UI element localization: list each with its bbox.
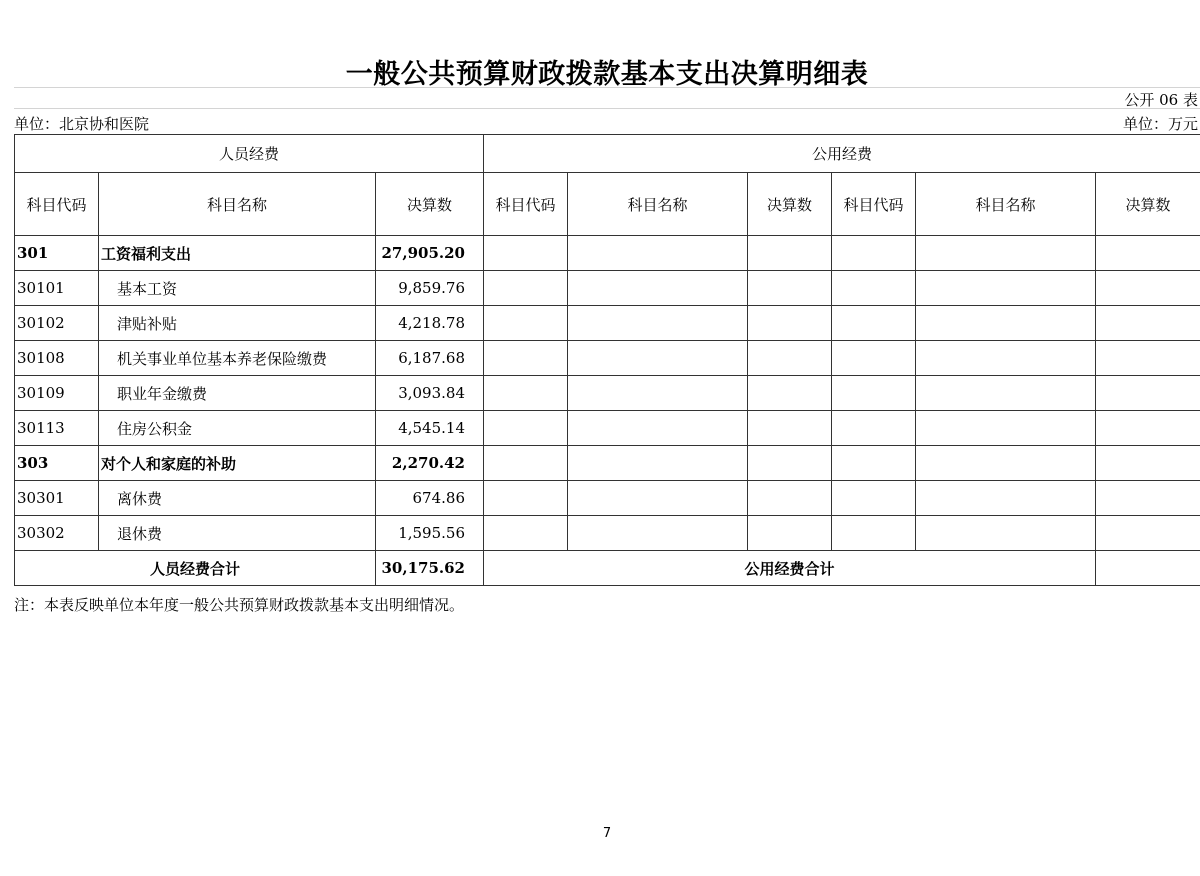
- form-number: 公开 06 表: [1124, 91, 1198, 109]
- row-name: 离休费: [99, 481, 376, 516]
- personnel-total-amount: 30,175.62: [376, 551, 484, 586]
- row-amount: 2,270.42: [376, 446, 484, 481]
- table-row: [15, 446, 1200, 481]
- row-name: 住房公积金: [99, 411, 376, 446]
- col-header-amount: 决算数: [1096, 173, 1200, 236]
- row-amount: 1,595.56: [376, 516, 484, 551]
- group-header-row: [15, 135, 1200, 173]
- row-name: 机关事业单位基本养老保险缴费: [99, 341, 376, 376]
- page-title: 一般公共预算财政拨款基本支出决算明细表: [345, 59, 869, 90]
- table-row: [15, 411, 1200, 446]
- col-header-amount: 决算数: [376, 173, 484, 236]
- row-amount: 4,545.14: [376, 411, 484, 446]
- row-code: 30302: [15, 516, 99, 551]
- row-code: 303: [15, 446, 99, 481]
- currency-unit-label: 单位：万元: [1122, 115, 1198, 133]
- row-name: 津贴补贴: [99, 306, 376, 341]
- row-name: 职业年金缴费: [99, 376, 376, 411]
- row-code: 30109: [15, 376, 99, 411]
- col-header-code: 科目代码: [15, 173, 99, 236]
- row-code: 301: [15, 236, 99, 271]
- col-header-amount: 决算数: [748, 173, 832, 236]
- row-amount: 4,218.78: [376, 306, 484, 341]
- row-code: 30301: [15, 481, 99, 516]
- page-number: 7: [602, 826, 612, 841]
- table-row: [15, 481, 1200, 516]
- row-code: 30108: [15, 341, 99, 376]
- public-total-amount: [1096, 551, 1200, 586]
- row-name: 退休费: [99, 516, 376, 551]
- table-row: [15, 516, 1200, 551]
- public-total-label: 公用经费合计: [484, 551, 1096, 586]
- row-name: 对个人和家庭的补助: [99, 446, 376, 481]
- row-name: 工资福利支出: [99, 236, 376, 271]
- table-row: [15, 306, 1200, 341]
- row-amount: 9,859.76: [376, 271, 484, 306]
- col-header-name: 科目名称: [916, 173, 1096, 236]
- row-code: 30113: [15, 411, 99, 446]
- col-header-code: 科目代码: [832, 173, 916, 236]
- row-name: 基本工资: [99, 271, 376, 306]
- column-header-row: [15, 173, 1200, 236]
- row-code: 30101: [15, 271, 99, 306]
- table-footnote: 注：本表反映单位本年度一般公共预算财政拨款基本支出明细情况。: [14, 596, 465, 614]
- expenditure-table: [14, 134, 1200, 586]
- row-code: 30102: [15, 306, 99, 341]
- col-header-name: 科目名称: [99, 173, 376, 236]
- table-row: [15, 376, 1200, 411]
- table-row: [15, 271, 1200, 306]
- personnel-total-label: 人员经费合计: [15, 551, 376, 586]
- col-header-code: 科目代码: [484, 173, 568, 236]
- col-header-name: 科目名称: [568, 173, 748, 236]
- group-header-personnel: 人员经费: [15, 135, 484, 173]
- totals-row: [15, 551, 1200, 586]
- form-number-bar: [14, 87, 1200, 109]
- unit-label: 单位：北京协和医院: [14, 115, 150, 133]
- row-amount: 674.86: [376, 481, 484, 516]
- row-amount: 3,093.84: [376, 376, 484, 411]
- row-amount: 27,905.20: [376, 236, 484, 271]
- table-row: [15, 341, 1200, 376]
- table-row: [15, 236, 1200, 271]
- group-header-public: 公用经费: [484, 135, 1200, 173]
- row-amount: 6,187.68: [376, 341, 484, 376]
